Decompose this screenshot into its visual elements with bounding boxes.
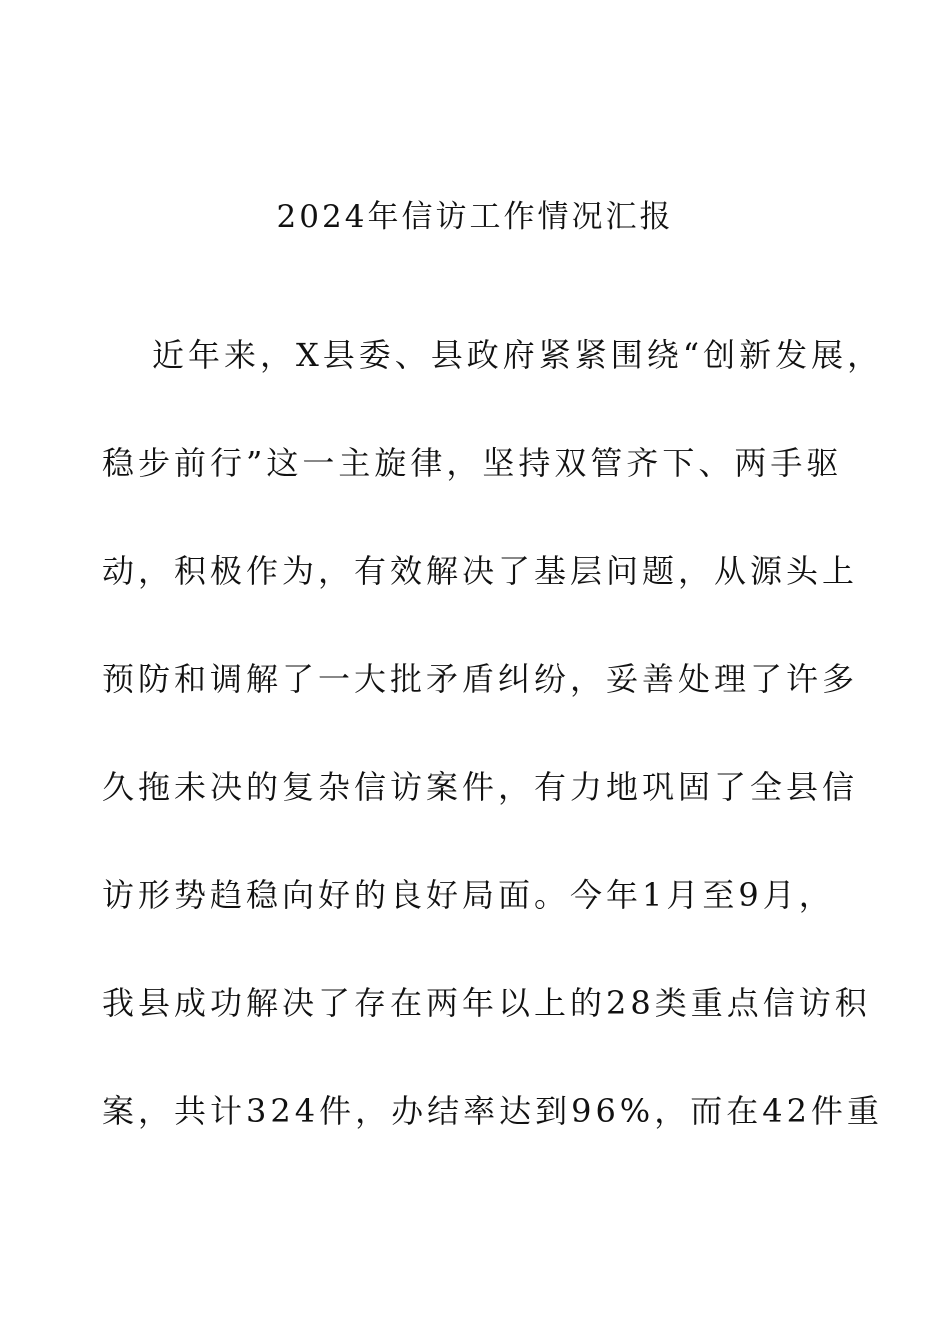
- paragraph-line-8: 案，共计324件，办结率达到96%，而在42件重: [102, 1092, 883, 1130]
- document-title: 2024年信访工作情况汇报: [276, 199, 674, 235]
- paragraph-line-3: 动，积极作为，有效解决了基层问题，从源头上: [102, 552, 859, 590]
- paragraph-line-4: 预防和调解了一大批矛盾纠纷，妥善处理了许多: [102, 660, 859, 698]
- paragraph-line-5: 久拖未决的复杂信访案件，有力地巩固了全县信: [102, 768, 859, 806]
- paragraph-line-1: 近年来，X县委、县政府紧紧围绕“创新发展，: [152, 336, 884, 374]
- paragraph-line-7: 我县成功解决了存在两年以上的28类重点信访积: [102, 984, 871, 1022]
- paragraph-line-2: 稳步前行”这一主旋律，坚持双管齐下、两手驱: [102, 444, 843, 482]
- paragraph-line-6: 访形势趋稳向好的良好局面。今年1月至9月，: [102, 876, 835, 914]
